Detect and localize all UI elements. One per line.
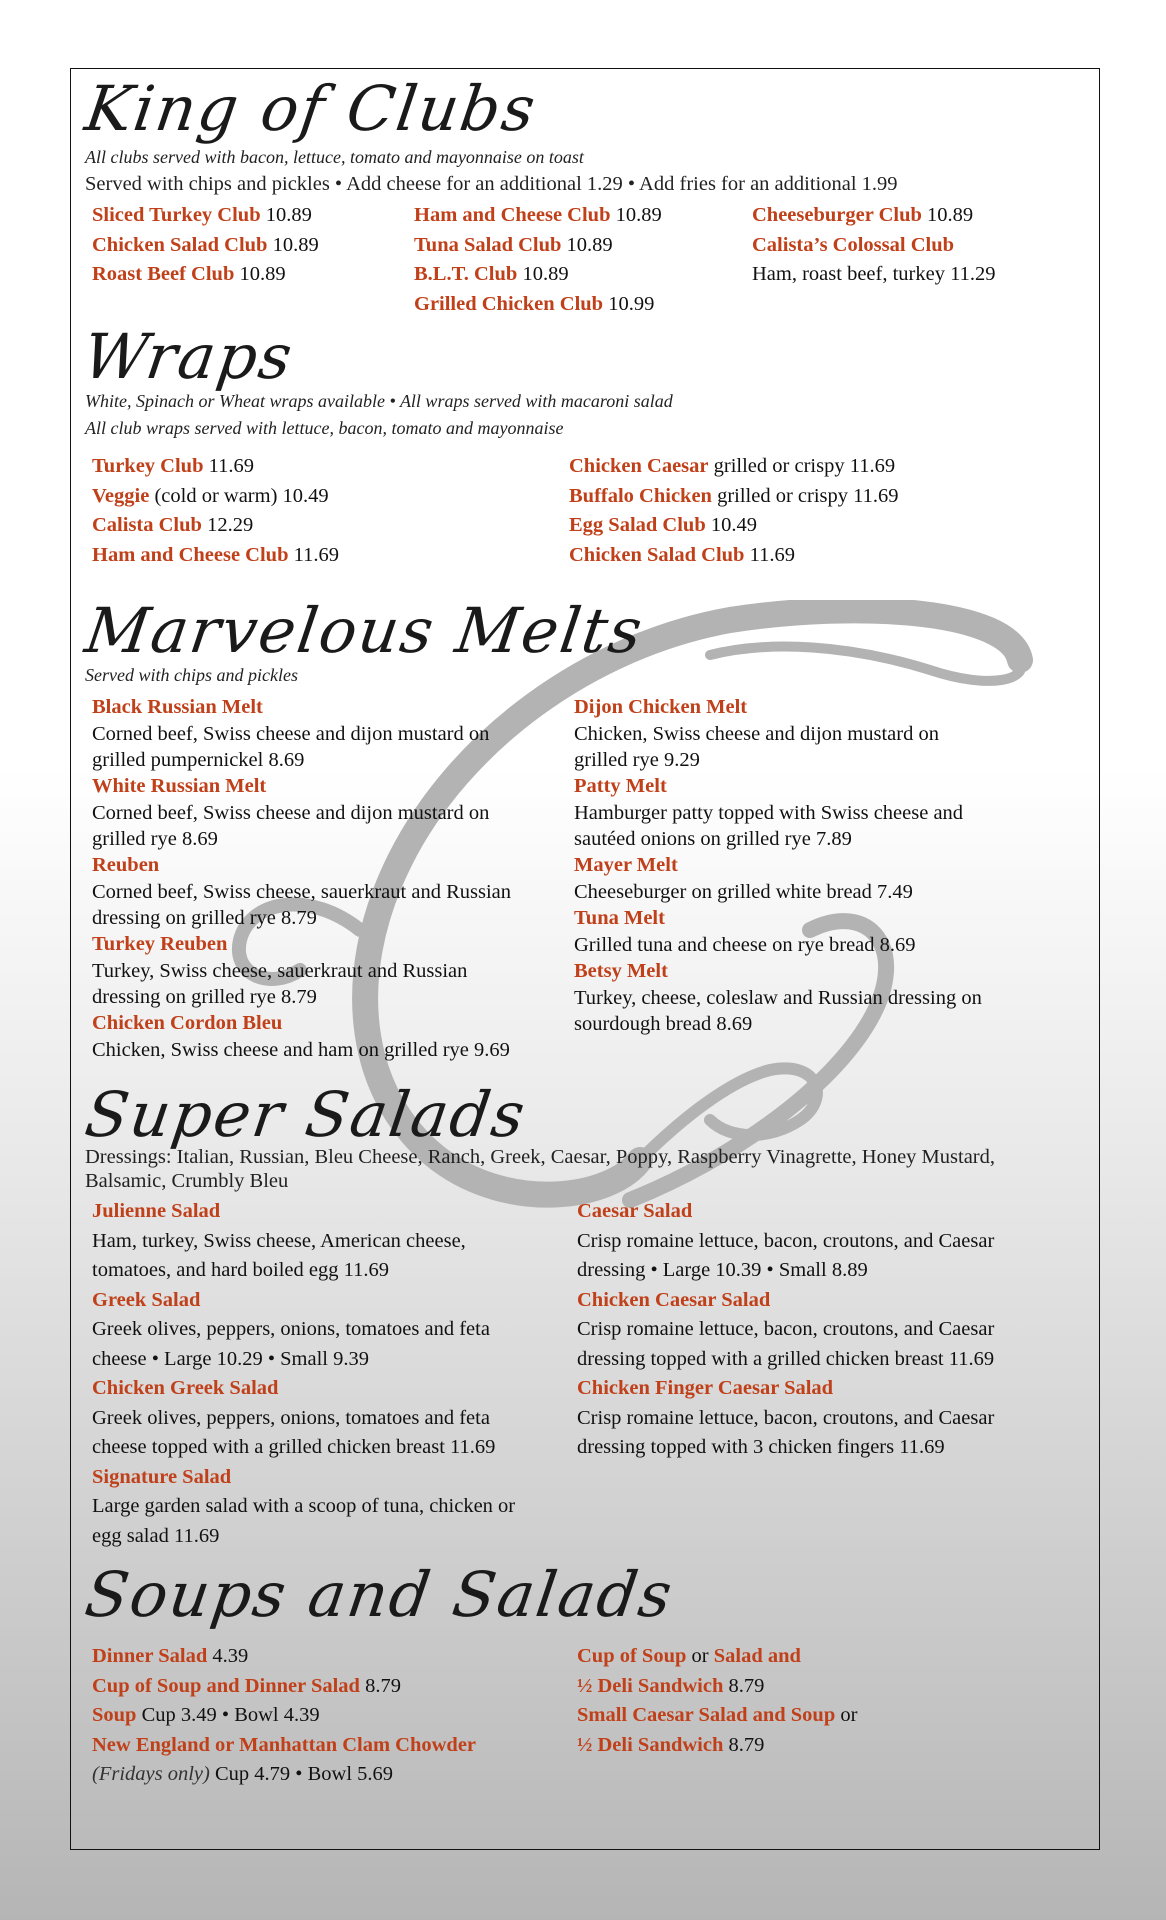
wraps-column-left (92, 452, 339, 570)
salads-column-left (92, 1197, 515, 1551)
item-name: Chicken Caesar Salad (577, 1288, 771, 1311)
item-price: 10.49 (710, 514, 757, 536)
item-name: Tuna Melt (574, 907, 665, 929)
item-name: Patty Melt (574, 775, 667, 797)
menu-item: ½ Deli Sandwich 8.79 (577, 1674, 765, 1697)
menu-item (92, 511, 339, 541)
item-price: grilled or crispy 11.69 (713, 455, 896, 477)
menu-item: Soup Cup 3.49 • Bowl 4.39 (92, 1704, 320, 1726)
section-title-melts: Marvelous Melts (80, 594, 649, 667)
salads-column-right (577, 1197, 994, 1463)
section-title-clubs: King of Clubs (80, 72, 542, 145)
item-name: Dijon Chicken Melt (574, 696, 748, 718)
item-price: grilled or crispy 11.69 (717, 484, 899, 507)
item-description: Greek olives, peppers, onions, tomatoes and feta (92, 1318, 490, 1340)
item-description: cheese • Large 10.29 • Small 9.39 (92, 1347, 369, 1370)
item-description: Crisp romaine lettuce, bacon, croutons, and Caesar (577, 1229, 995, 1252)
wraps-note-2: All club wraps served with lettuce, bacon, tomato and mayonnaise (85, 418, 564, 438)
item-description: dressing topped with 3 chicken fingers 11.69 (577, 1436, 945, 1458)
melts-column-right (574, 694, 982, 1037)
item-name: Reuben (92, 854, 160, 876)
item-description: sautéed onions on grilled rye 7.89 (574, 828, 852, 850)
item-name: White Russian Melt (92, 775, 267, 797)
wraps-column-right (569, 452, 899, 570)
soups-column-left (92, 1642, 476, 1790)
item-name: Turkey Club (92, 455, 204, 477)
item-price: 10.89 (566, 233, 613, 256)
item-description: Corned beef, Swiss cheese and dijon mustard on (92, 723, 490, 745)
item-name: Sliced Turkey Club (92, 204, 261, 226)
item-description: Hamburger patty topped with Swiss cheese and (574, 802, 964, 824)
item-name: Turkey Reuben (92, 933, 228, 955)
item-name: Greek Salad (92, 1288, 201, 1311)
dressings-line-1: Dressings: Italian, Russian, Bleu Cheese, Ranch, Greek, Caesar, Poppy, Raspberry Vinagrette, Honey Mustard, (85, 1146, 995, 1168)
item-price: 10.89 (239, 263, 286, 285)
item-name: Ham and Cheese Club (414, 204, 611, 226)
item-description: Large garden salad with a scoop of tuna, chicken or (92, 1495, 516, 1517)
item-name: Chicken Cordon Bleu (92, 1012, 283, 1034)
clubs-column-1 (92, 201, 319, 290)
item-price: 12.29 (207, 514, 254, 536)
item-price: 10.89 (272, 233, 319, 256)
clubs-note: All clubs served with bacon, lettuce, tomato and mayonnaise on toast (85, 147, 584, 167)
item-price: 11.69 (208, 455, 254, 477)
menu-item (92, 231, 319, 261)
item-description: egg salad 11.69 (92, 1524, 220, 1547)
item-description: dressing • Large 10.39 • Small 8.89 (577, 1259, 868, 1281)
section-title-wraps: Wraps (78, 320, 299, 393)
clubs-column-3 (752, 201, 995, 290)
item-name: Veggie (92, 484, 150, 507)
menu-item (92, 452, 339, 482)
menu-item (92, 260, 319, 290)
item-name: Chicken Finger Caesar Salad (577, 1377, 834, 1399)
menu-item (752, 201, 995, 231)
melts-note: Served with chips and pickles (85, 665, 298, 685)
item-description: Ham, turkey, Swiss cheese, American cheese, (92, 1229, 466, 1252)
item-description: dressing topped with a grilled chicken breast 11.69 (577, 1347, 995, 1370)
item-description: grilled pumpernickel 8.69 (92, 749, 305, 771)
item-name: B.L.T. Club (414, 263, 518, 285)
item-price: 11.69 (749, 543, 795, 566)
item-description: (Fridays only) Cup 4.79 • Bowl 5.69 (92, 1763, 394, 1785)
menu-item (414, 201, 662, 231)
item-name: Cheeseburger Club (752, 204, 922, 226)
item-price: 11.69 (293, 543, 339, 566)
menu-item: Small Caesar Salad and Soup or (577, 1704, 858, 1726)
item-description: Turkey, Swiss cheese, sauerkraut and Russian (92, 960, 468, 982)
item-description: grilled rye 8.69 (92, 828, 218, 850)
item-description: Corned beef, Swiss cheese and dijon mustard on (92, 802, 490, 824)
menu-item: ½ Deli Sandwich 8.79 (577, 1733, 765, 1756)
item-description: dressing on grilled rye 8.79 (92, 986, 317, 1008)
item-name: Calista Club (92, 514, 202, 536)
item-price: 10.89 (615, 204, 662, 226)
menu-item (569, 541, 899, 571)
item-name: Chicken Caesar (569, 455, 709, 477)
item-name: Caesar Salad (577, 1200, 693, 1222)
melts-column-left (92, 694, 511, 1063)
item-name: Black Russian Melt (92, 696, 263, 718)
item-description: Chicken, Swiss cheese and dijon mustard on (574, 723, 939, 745)
item-name: Calista’s Colossal Club (752, 233, 954, 256)
clubs-info: Served with chips and pickles • Add cheese for an additional 1.29 • Add fries for an additional 1.99 (85, 173, 898, 195)
clubs-column-2 (414, 201, 662, 319)
menu-item: New England or Manhattan Clam Chowder (92, 1733, 477, 1756)
item-description: Crisp romaine lettuce, bacon, croutons, and Caesar (577, 1406, 995, 1429)
menu-item (569, 482, 899, 512)
item-description: Crisp romaine lettuce, bacon, croutons, and Caesar (577, 1318, 995, 1340)
item-name: Julienne Salad (92, 1200, 221, 1222)
item-name: Chicken Salad Club (569, 543, 745, 566)
item-name: Chicken Salad Club (92, 233, 268, 256)
item-description: sourdough bread 8.69 (574, 1013, 753, 1035)
menu-item: Cup of Soup and Dinner Salad 8.79 (92, 1674, 401, 1697)
section-title-soups: Soups and Salads (80, 1558, 679, 1631)
menu-item (92, 201, 319, 231)
item-description: dressing on grilled rye 8.79 (92, 907, 317, 929)
item-description: Cheeseburger on grilled white bread 7.49 (574, 881, 913, 903)
item-price: (cold or warm) 10.49 (154, 484, 329, 507)
item-price: 10.99 (608, 292, 655, 315)
item-name: Buffalo Chicken (569, 484, 712, 507)
item-description: Chicken, Swiss cheese and ham on grilled rye 9.69 (92, 1039, 510, 1061)
wraps-note-1: White, Spinach or Wheat wraps available • All wraps served with macaroni salad (85, 391, 673, 411)
soups-column-right (577, 1642, 857, 1760)
item-name: Betsy Melt (574, 960, 668, 982)
menu-item (569, 511, 899, 541)
item-name: Egg Salad Club (569, 514, 706, 536)
item-price: 10.89 (927, 204, 974, 226)
dressings-line-2: Balsamic, Crumbly Bleu (85, 1170, 289, 1192)
menu-item (92, 541, 339, 571)
section-title-salads: Super Salads (80, 1078, 532, 1151)
item-description: Greek olives, peppers, onions, tomatoes and feta (92, 1406, 490, 1429)
item-name: Roast Beef Club (92, 263, 235, 285)
menu-item: Dinner Salad 4.39 (92, 1645, 249, 1667)
menu-item (92, 482, 339, 512)
item-price: 10.89 (265, 204, 312, 226)
item-description: cheese topped with a grilled chicken breast 11.69 (92, 1436, 496, 1458)
item-name: Tuna Salad Club (414, 233, 562, 256)
item-name: Grilled Chicken Club (414, 292, 604, 315)
item-name: Chicken Greek Salad (92, 1377, 279, 1399)
menu-item: Cup of Soup or Salad and (577, 1645, 801, 1667)
menu-item (569, 452, 899, 482)
item-name: Ham and Cheese Club (92, 543, 289, 566)
item-description: Ham, roast beef, turkey 11.29 (752, 263, 996, 285)
item-description: Grilled tuna and cheese on rye bread 8.69 (574, 934, 916, 956)
item-price: 10.89 (522, 263, 569, 285)
menu-item (414, 290, 662, 320)
menu-item (414, 231, 662, 261)
item-description: Corned beef, Swiss cheese, sauerkraut and Russian (92, 881, 511, 903)
item-name: Signature Salad (92, 1465, 232, 1488)
item-description: Turkey, cheese, coleslaw and Russian dressing on (574, 987, 982, 1009)
item-description: tomatoes, and hard boiled egg 11.69 (92, 1259, 389, 1281)
item-description: grilled rye 9.29 (574, 749, 700, 771)
item-name: Mayer Melt (574, 854, 678, 876)
menu-item (752, 231, 995, 261)
menu-item (414, 260, 662, 290)
